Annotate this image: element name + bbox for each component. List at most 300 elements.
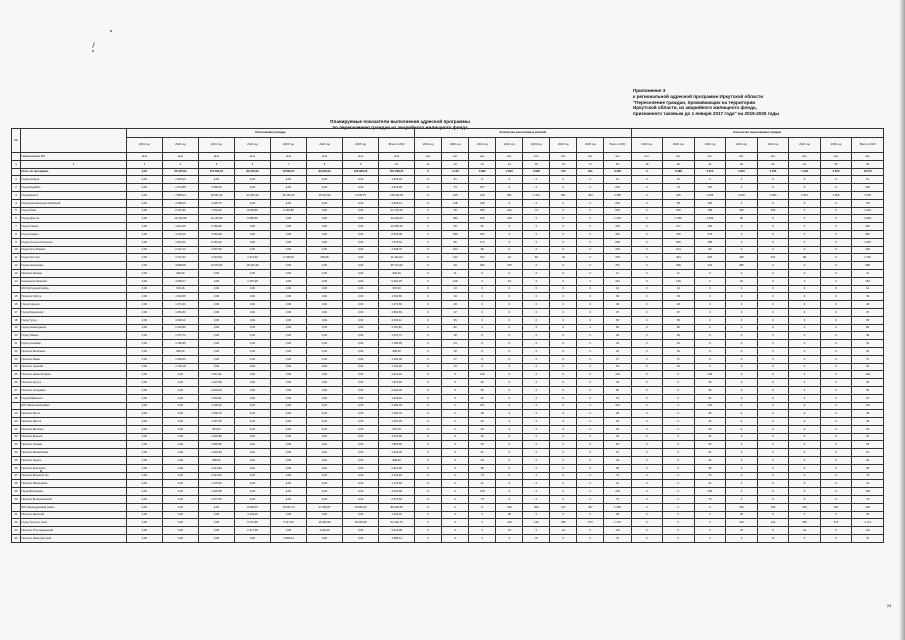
people-value-cell: 0 <box>550 535 577 543</box>
area-value-cell: 1 985,44 <box>271 535 307 543</box>
units-value-cell: 0 <box>694 355 726 363</box>
area-value-cell: 1 340,00 <box>162 355 198 363</box>
units-value-cell: 73 <box>663 184 695 192</box>
units-value-cell: 0 <box>631 464 663 472</box>
area-value-cell: 0,00 <box>234 363 270 371</box>
table-body <box>12 153 884 543</box>
people-value-cell: 0 <box>469 293 496 301</box>
units-value-cell: 13 <box>852 285 884 293</box>
people-value-cell: 0 <box>496 269 523 277</box>
area-value-cell: 0,00 <box>343 394 379 402</box>
people-value-cell: 0 <box>442 386 469 394</box>
people-value-cell: 128 <box>442 277 469 285</box>
people-value-cell: 39 <box>442 293 469 301</box>
area-value-cell: 0,00 <box>343 535 379 543</box>
units-value-cell: 61 <box>694 394 726 402</box>
area-value-cell: 0,00 <box>234 535 270 543</box>
units-value-cell: 0 <box>726 308 758 316</box>
people-value-cell: 0 <box>469 176 496 184</box>
people-value-cell: 0 <box>469 503 496 511</box>
units-value-cell: 0 <box>820 293 852 301</box>
area-value-cell: 0,00 <box>126 168 162 176</box>
table-row <box>12 347 884 355</box>
area-value-cell: 15 460,96 <box>307 519 343 527</box>
table-row <box>12 340 884 348</box>
area-value-cell: 1 534,55 <box>379 293 415 301</box>
units-value-cell: 38 <box>726 511 758 519</box>
column-index-cell: 13 <box>469 160 496 168</box>
people-value-cell: 615 <box>469 215 496 223</box>
units-value-cell: 230 <box>852 184 884 192</box>
year-header-row <box>12 138 884 153</box>
row-number <box>12 285 21 293</box>
units-value-cell: 0 <box>757 496 789 504</box>
units-value-cell: 32 <box>852 433 884 441</box>
table-row <box>12 285 884 293</box>
people-value-cell: 0 <box>550 332 577 340</box>
area-value-cell: 0,00 <box>234 316 270 324</box>
units-value-cell: 0 <box>631 293 663 301</box>
area-value-cell: 0,00 <box>307 223 343 231</box>
people-value-cell: 0 <box>469 285 496 293</box>
area-value-cell: 0,00 <box>307 418 343 426</box>
people-value-cell: 80 <box>469 246 496 254</box>
people-value-cell: 0 <box>442 464 469 472</box>
people-value-cell: 23 <box>496 277 523 285</box>
units-value-cell: 30 <box>663 347 695 355</box>
area-value-cell: 2 507,66 <box>198 246 234 254</box>
table-row <box>12 293 884 301</box>
units-value-cell: 0 <box>726 386 758 394</box>
area-value-cell: 0,00 <box>307 308 343 316</box>
units-value-cell: 0 <box>663 488 695 496</box>
area-value-cell: 11 191,03 <box>379 254 415 262</box>
area-value-cell: 35 714,63 <box>379 262 415 270</box>
units-value-cell: 0 <box>757 433 789 441</box>
units-value-cell: 0 <box>789 371 821 379</box>
area-value-cell: 2 672,50 <box>198 496 234 504</box>
area-value-cell: 0,00 <box>126 464 162 472</box>
area-value-cell: 0,00 <box>271 223 307 231</box>
units-value-cell: 0 <box>726 488 758 496</box>
column-index-cell: 11 <box>415 160 442 168</box>
people-value-cell: 0 <box>577 386 604 394</box>
row-number: 39 <box>12 488 21 496</box>
people-value-cell: 123 <box>523 519 550 527</box>
people-value-cell: 34 <box>496 254 523 262</box>
units-year-header: 2024 год <box>789 138 821 153</box>
area-value-cell: 2 113,00 <box>198 472 234 480</box>
area-value-cell: 0,00 <box>126 394 162 402</box>
area-value-cell: 1 271,69 <box>162 301 198 309</box>
units-year-header: Всего по МО <box>852 138 884 153</box>
units-value-cell: 101 <box>694 402 726 410</box>
units-value-cell: 341 <box>694 262 726 270</box>
people-value-cell: 0 <box>442 527 469 535</box>
row-number: 8 <box>12 230 21 238</box>
area-value-cell: 2 113,00 <box>379 472 415 480</box>
area-value-cell: 1 623,30 <box>198 449 234 457</box>
area-value-cell: 0,00 <box>307 464 343 472</box>
people-value-cell: 0 <box>550 215 577 223</box>
table-row <box>12 363 884 371</box>
column-index-cell: 18 <box>604 160 631 168</box>
area-value-cell: 4 003,58 <box>198 488 234 496</box>
people-value-cell: 0 <box>577 340 604 348</box>
unit-cell: чел. <box>726 153 758 161</box>
units-value-cell: 0 <box>631 191 663 199</box>
units-value-cell: 38 <box>694 410 726 418</box>
units-value-cell: 0 <box>631 308 663 316</box>
people-value-cell: 0 <box>523 394 550 402</box>
area-value-cell: 0,00 <box>307 433 343 441</box>
area-value-cell: 0,00 <box>343 511 379 519</box>
table-row <box>12 519 884 527</box>
area-value-cell: 1 843,91 <box>198 394 234 402</box>
row-number: 31 <box>12 425 21 433</box>
units-value-cell: 0 <box>631 410 663 418</box>
area-value-cell: 0,00 <box>126 176 162 184</box>
people-value-cell: 0 <box>550 425 577 433</box>
area-value-cell: 0,00 <box>126 347 162 355</box>
program-indicators-table <box>11 128 884 543</box>
area-value-cell: 0,00 <box>343 269 379 277</box>
units-row-name: Наименование МО <box>21 153 127 161</box>
units-value-cell: 0 <box>820 480 852 488</box>
units-value-cell: 0 <box>694 324 726 332</box>
area-value-cell: 0,00 <box>271 285 307 293</box>
people-value-cell: 0 <box>577 308 604 316</box>
row-municipality-name: Город Братск <box>21 191 127 199</box>
people-value-cell: 118 <box>469 199 496 207</box>
area-value-cell: 0,00 <box>198 355 234 363</box>
units-value-cell: 0 <box>820 488 852 496</box>
unit-cell: чел. <box>442 153 469 161</box>
column-index-cell: 22 <box>726 160 758 168</box>
people-value-cell: 364 <box>577 191 604 199</box>
area-value-cell: 2 131,10 <box>162 246 198 254</box>
area-value-cell: 1 702,18 <box>162 363 198 371</box>
people-value-cell: 0 <box>442 480 469 488</box>
units-value-cell: 0 <box>789 379 821 387</box>
people-value-cell: 186 <box>442 230 469 238</box>
units-value-cell: 51 <box>694 449 726 457</box>
units-value-cell: 0 <box>757 363 789 371</box>
people-value-cell: 0 <box>442 488 469 496</box>
people-value-cell: 0 <box>496 441 523 449</box>
people-value-cell: 0 <box>469 316 496 324</box>
people-value-cell: 95 <box>604 316 631 324</box>
column-index-cell: 25 <box>820 160 852 168</box>
area-value-cell: 0,00 <box>234 418 270 426</box>
row-municipality-name: Город Нижнеудинск <box>21 324 127 332</box>
units-value-cell: 189 <box>694 207 726 215</box>
people-value-cell: 0 <box>415 340 442 348</box>
units-value-cell: 0 <box>631 449 663 457</box>
units-value-cell: 0 <box>757 316 789 324</box>
area-value-cell: 2 116,80 <box>379 324 415 332</box>
units-value-cell: 1 174 <box>852 519 884 527</box>
people-value-cell: 0 <box>496 410 523 418</box>
units-value-cell: 0 <box>694 527 726 535</box>
units-value-cell: 331 <box>757 254 789 262</box>
people-value-cell: 245 <box>442 191 469 199</box>
units-value-cell: 2 950 <box>757 191 789 199</box>
units-value-cell: 0 <box>789 246 821 254</box>
units-value-cell: 476 <box>694 230 726 238</box>
people-value-cell: 0 <box>496 332 523 340</box>
area-value-cell: 15 612,99 <box>307 191 343 199</box>
row-number: 42 <box>12 519 21 527</box>
people-value-cell: 79 <box>496 527 523 535</box>
people-value-cell: 0 <box>496 379 523 387</box>
units-value-cell: 0 <box>757 332 789 340</box>
area-value-cell: 1 081,83 <box>162 308 198 316</box>
row-number: 13 <box>12 269 21 277</box>
people-value-cell: 1 353 <box>604 503 631 511</box>
people-value-cell: 0 <box>415 379 442 387</box>
area-value-cell: 0,00 <box>343 386 379 394</box>
people-value-cell: 0 <box>523 238 550 246</box>
table-row <box>12 425 884 433</box>
column-index-cell: 20 <box>663 160 695 168</box>
units-value-cell: 100 <box>757 503 789 511</box>
row-number: 12 <box>12 262 21 270</box>
people-value-cell: 0 <box>523 457 550 465</box>
area-value-cell: 118 311,65 <box>379 191 415 199</box>
units-value-cell: 0 <box>726 238 758 246</box>
people-value-cell: 0 <box>577 262 604 270</box>
units-value-cell: 0 <box>757 262 789 270</box>
area-value-cell: 0,00 <box>271 332 307 340</box>
people-value-cell: 0 <box>415 223 442 231</box>
unit-cell: кв.м <box>198 153 234 161</box>
area-value-cell: 2 415,90 <box>162 207 198 215</box>
people-value-cell: 0 <box>469 324 496 332</box>
units-value-cell: 0 <box>726 402 758 410</box>
area-value-cell: 0,00 <box>162 379 198 387</box>
area-value-cell: 0,00 <box>307 340 343 348</box>
area-value-cell: 2 417,68 <box>234 527 270 535</box>
area-value-cell: 0,00 <box>307 293 343 301</box>
table-row <box>12 488 884 496</box>
units-value-cell: 61 <box>852 394 884 402</box>
area-year-header: 2024 год <box>307 138 343 153</box>
row-number: 10 <box>12 246 21 254</box>
area-value-cell: 2 728,06 <box>271 254 307 262</box>
table-row <box>12 527 884 535</box>
area-value-cell: 0,00 <box>162 464 198 472</box>
area-value-cell: 1 985,44 <box>379 535 415 543</box>
column-index-cell: 1 <box>12 160 21 168</box>
people-value-cell: 561 <box>550 191 577 199</box>
people-value-cell: 51 <box>604 449 631 457</box>
units-year-header: 2025 год <box>820 138 852 153</box>
area-value-cell: 0,00 <box>126 449 162 457</box>
people-value-cell: 149 <box>604 371 631 379</box>
area-value-cell: 0,00 <box>343 293 379 301</box>
people-value-cell: 0 <box>415 363 442 371</box>
people-value-cell: 575 <box>550 168 577 176</box>
area-value-cell: 0,00 <box>234 293 270 301</box>
row-municipality-name: Город Иркутск <box>21 215 127 223</box>
area-value-cell: 4 054,08 <box>198 230 234 238</box>
units-value-cell: 11 <box>852 269 884 277</box>
units-value-cell: 0 <box>631 425 663 433</box>
people-value-cell: 13 <box>442 285 469 293</box>
people-value-cell: 358 <box>550 519 577 527</box>
people-year-header: 2022 год <box>496 138 523 153</box>
area-value-cell: 0,00 <box>234 238 270 246</box>
units-value-cell: 0 <box>757 324 789 332</box>
units-value-cell: 29 <box>694 425 726 433</box>
people-value-cell: 0 <box>550 199 577 207</box>
people-value-cell: 0 <box>415 418 442 426</box>
units-value-cell: 952 <box>852 230 884 238</box>
area-value-cell: 89 316,90 <box>234 168 270 176</box>
people-value-cell: 0 <box>442 449 469 457</box>
units-value-cell: 2 015 <box>726 191 758 199</box>
group-header-row <box>12 129 884 138</box>
column-index-cell: 17 <box>577 160 604 168</box>
units-value-cell: 0 <box>726 285 758 293</box>
people-value-cell: 0 <box>469 269 496 277</box>
area-value-cell: 2 116,80 <box>162 324 198 332</box>
people-value-cell: 0 <box>577 472 604 480</box>
row-municipality-name: Город Черемхово <box>21 262 127 270</box>
people-value-cell: 0 <box>523 246 550 254</box>
people-value-cell: 0 <box>415 207 442 215</box>
units-value-cell: 0 <box>789 418 821 426</box>
people-value-cell: 125 <box>604 488 631 496</box>
units-value-cell: 37 <box>852 355 884 363</box>
area-value-cell: 0,00 <box>271 386 307 394</box>
area-value-cell: 0,00 <box>162 519 198 527</box>
area-value-cell: 1 470,72 <box>379 332 415 340</box>
row-number: 28 <box>12 394 21 402</box>
units-value-cell: 0 <box>694 269 726 277</box>
area-value-cell: 0,00 <box>343 449 379 457</box>
table-row <box>12 223 884 231</box>
area-value-cell: 7 979,54 <box>379 238 415 246</box>
units-value-cell: 80 <box>694 246 726 254</box>
area-value-cell: 0,00 <box>234 223 270 231</box>
people-value-cell: 37 <box>442 308 469 316</box>
area-value-cell: 0,00 <box>343 176 379 184</box>
area-value-cell: 4 911,55 <box>162 223 198 231</box>
units-value-cell: 0 <box>820 238 852 246</box>
area-value-cell: 0,00 <box>343 308 379 316</box>
area-value-cell: 0,00 <box>198 511 234 519</box>
area-year-header: 2023 год <box>271 138 307 153</box>
area-value-cell: 8 096,45 <box>234 503 270 511</box>
units-value-cell: 150 <box>663 207 695 215</box>
people-value-cell: 0 <box>415 277 442 285</box>
units-value-cell: 0 <box>694 519 726 527</box>
units-value-cell: 0 <box>631 433 663 441</box>
units-value-cell: 150 <box>726 207 758 215</box>
units-value-cell: 0 <box>757 301 789 309</box>
units-value-cell: 0 <box>631 503 663 511</box>
units-value-cell: 0 <box>789 262 821 270</box>
units-value-cell: 70 <box>757 535 789 543</box>
people-value-cell: 0 <box>415 293 442 301</box>
area-value-cell: 0,00 <box>162 441 198 449</box>
row-municipality-name: Поселок Бирюса <box>21 433 127 441</box>
area-value-cell: 0,00 <box>162 535 198 543</box>
area-value-cell: 0,00 <box>307 230 343 238</box>
unit-cell: чел. <box>577 153 604 161</box>
area-value-cell: 0,00 <box>162 527 198 535</box>
people-value-cell: 0 <box>415 324 442 332</box>
units-value-cell: 0 <box>789 277 821 285</box>
people-value-cell: 0 <box>496 223 523 231</box>
units-value-cell: 0 <box>631 363 663 371</box>
people-value-cell: 535 <box>604 207 631 215</box>
people-value-cell: 157 <box>469 184 496 192</box>
people-value-cell: 41 <box>604 480 631 488</box>
people-value-cell: 0 <box>415 230 442 238</box>
area-value-cell: 0,00 <box>343 324 379 332</box>
area-value-cell: 51 629,75 <box>379 519 415 527</box>
area-value-cell: 0,00 <box>271 262 307 270</box>
units-value-cell: 0 <box>631 496 663 504</box>
units-value-cell: 38 <box>852 511 884 519</box>
units-value-cell: 45 <box>694 418 726 426</box>
units-value-cell: 0 <box>820 371 852 379</box>
units-value-cell: 0 <box>694 301 726 309</box>
units-value-cell: 99 <box>726 215 758 223</box>
people-value-cell: 0 <box>469 355 496 363</box>
area-value-cell: 0,00 <box>343 480 379 488</box>
area-value-cell: 0,00 <box>343 262 379 270</box>
column-index-cell: 19 <box>631 160 663 168</box>
row-municipality-name: Поселок Усть-Ордынский <box>21 527 127 535</box>
people-value-cell: 13 <box>604 285 631 293</box>
people-value-cell: 0 <box>550 355 577 363</box>
unit-cell: чел. <box>757 153 789 161</box>
units-value-cell: 0 <box>789 457 821 465</box>
units-value-cell: 0 <box>631 379 663 387</box>
people-value-cell: 0 <box>496 308 523 316</box>
unit-cell: чел. <box>852 153 884 161</box>
people-value-cell: 55 <box>604 386 631 394</box>
people-value-cell: 54 <box>442 363 469 371</box>
people-value-cell: 45 <box>469 418 496 426</box>
units-value-cell: 0 <box>663 457 695 465</box>
people-value-cell: 0 <box>523 293 550 301</box>
area-value-cell: 0,00 <box>162 480 198 488</box>
units-value-cell: 0 <box>757 386 789 394</box>
area-value-cell: 0,00 <box>307 324 343 332</box>
scan-edge-shadow <box>899 0 905 640</box>
scan-mark <box>92 50 94 52</box>
people-value-cell: 0 <box>523 386 550 394</box>
people-value-cell: 51 <box>442 176 469 184</box>
area-value-cell: 0,00 <box>271 308 307 316</box>
units-value-cell: 0 <box>757 246 789 254</box>
area-value-cell: 3 741,33 <box>162 254 198 262</box>
units-value-cell: 184 <box>852 246 884 254</box>
units-value-cell: 0 <box>757 464 789 472</box>
area-value-cell: 0,00 <box>126 308 162 316</box>
area-value-cell: 0,00 <box>234 324 270 332</box>
area-value-cell: 0,00 <box>271 433 307 441</box>
units-value-cell: 358 <box>789 519 821 527</box>
units-value-cell: 0 <box>820 394 852 402</box>
unit-cell: чел. <box>631 153 663 161</box>
people-value-cell: 46 <box>604 379 631 387</box>
